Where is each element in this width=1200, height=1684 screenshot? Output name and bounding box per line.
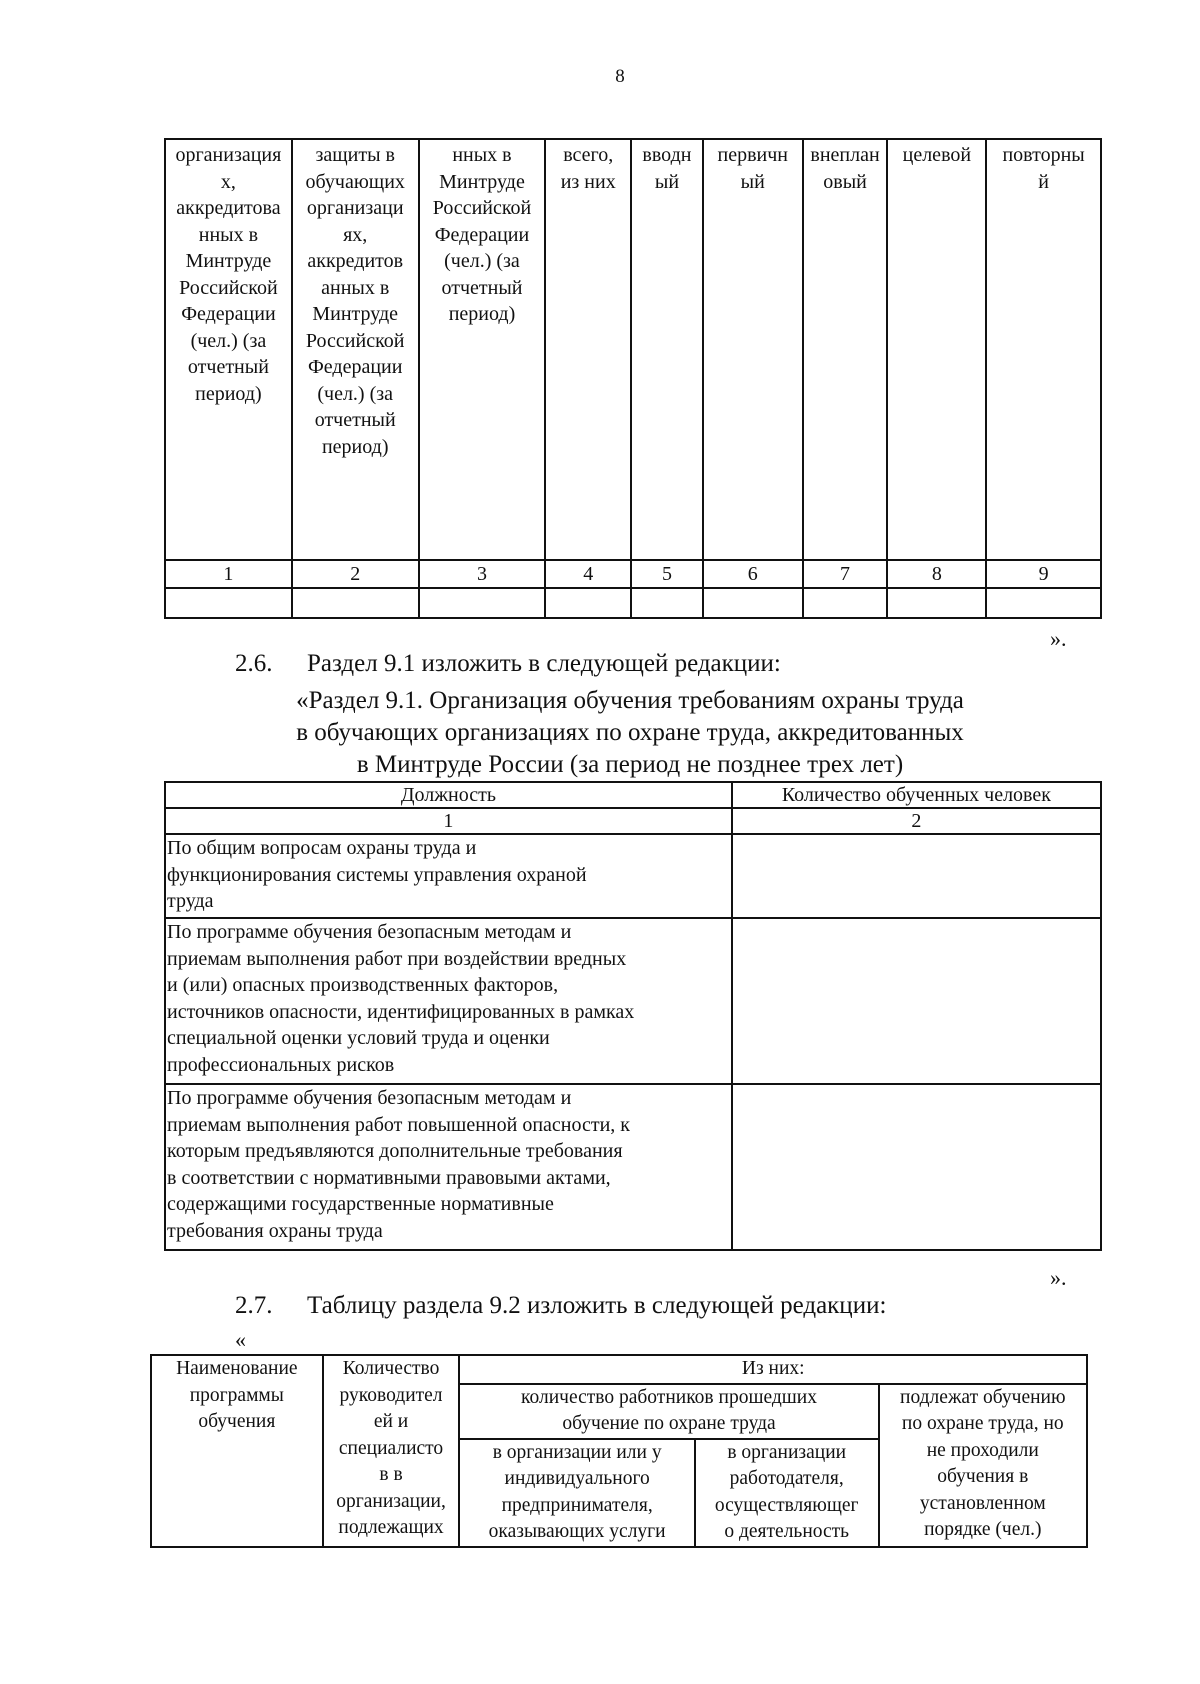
paragraph-number: 2.7.: [235, 1292, 273, 1319]
header-cell: повторны й: [986, 139, 1101, 560]
data-cell: [803, 588, 888, 618]
table-row: [165, 834, 1101, 918]
column-number: 1: [165, 808, 732, 834]
column-number: 5: [631, 560, 703, 588]
header-cell: Должность: [165, 782, 732, 808]
column-number: 6: [703, 560, 803, 588]
position-cell: По общим вопросам охраны труда и функционирования системы управления охраной труда: [165, 834, 732, 918]
header-cell: внеплан овый: [803, 139, 888, 560]
column-number-row: [165, 560, 1101, 588]
paragraph-2-7: [235, 1292, 886, 1320]
column-number: 1: [165, 560, 292, 588]
data-cell: [631, 588, 703, 618]
data-cell: [986, 588, 1101, 618]
section-heading: «Раздел 9.1. Организация обучения требованиям охраны труда в обучающих организациях по охране труда, аккредитованных в Минтруде России (за период не позднее трех лет): [296, 687, 964, 778]
header-cell: всего, из них: [545, 139, 631, 560]
training-programs-table: [150, 1354, 1088, 1548]
position-cell: По программе обучения безопасным методам и приемам выполнения работ повышенной опасности, к которым предъявляются дополнительные требования в соответствии с нормативными правовыми актами, содержащими государственные нормативные требования охраны труда: [165, 1084, 732, 1250]
header-cell: целевой: [887, 139, 986, 560]
count-cell: [732, 1084, 1101, 1250]
count-cell: [732, 918, 1101, 1084]
column-number: 2: [292, 560, 419, 588]
count-cell: [732, 834, 1101, 918]
employer-org-header: в организации работодателя, осуществляющег о деятельность: [695, 1439, 879, 1547]
data-cell: [292, 588, 419, 618]
trained-group-header: количество работников прошедших обучение по охране труда: [459, 1384, 878, 1439]
employee-count-header: Количество руководител ей и специалисто в в организации, подлежащих: [323, 1355, 460, 1547]
header-cell: Количество обученных человек: [732, 782, 1101, 808]
header-cell: первичн ый: [703, 139, 803, 560]
of-them-header: Из них:: [459, 1355, 1087, 1384]
table-row: [165, 1084, 1101, 1250]
paragraph-number: 2.6.: [235, 650, 273, 677]
data-cell: [887, 588, 986, 618]
training-stats-table: [164, 138, 1102, 619]
column-number-row: [165, 808, 1101, 834]
data-cell: [703, 588, 803, 618]
paragraph-2-6: [235, 650, 781, 678]
program-name-header: Наименование программы обучения: [151, 1355, 323, 1547]
table-header-row: [165, 139, 1101, 560]
table-row: [165, 918, 1101, 1084]
header-cell: нных в Минтруде Российской Федерации (чел.) (за отчетный период): [419, 139, 546, 560]
column-number: 7: [803, 560, 888, 588]
header-cell: защиты в обучающих организаци ях, аккредитов анных в Минтруде Российской Федерации (чел.) (за отчетный период): [292, 139, 419, 560]
page-number: 8: [615, 66, 625, 87]
not-trained-header: подлежат обучению по охране труда, но не проходили обучения в установленном порядке (чел.): [879, 1384, 1087, 1547]
closing-quote: ».: [1050, 626, 1067, 651]
data-cell: [545, 588, 631, 618]
empty-data-row: [165, 588, 1101, 618]
data-cell: [419, 588, 546, 618]
column-number: 3: [419, 560, 546, 588]
paragraph-text: Раздел 9.1 изложить в следующей редакции:: [307, 650, 781, 677]
column-number: 2: [732, 808, 1101, 834]
opening-quote: «: [235, 1327, 246, 1352]
paragraph-text: Таблицу раздела 9.2 изложить в следующей редакции:: [307, 1292, 887, 1319]
external-org-header: в организации или у индивидуального предпринимателя, оказывающих услуги: [459, 1439, 694, 1547]
positions-table: [164, 781, 1102, 1251]
table-header-row: [165, 782, 1101, 808]
table-header-row: [151, 1355, 1087, 1384]
header-cell: вводн ый: [631, 139, 703, 560]
header-cell: организация х, аккредитова нных в Минтруде Российской Федерации (чел.) (за отчетный период): [165, 139, 292, 560]
data-cell: [165, 588, 292, 618]
closing-quote: ».: [1050, 1265, 1067, 1290]
column-number: 8: [887, 560, 986, 588]
column-number: 9: [986, 560, 1101, 588]
position-cell: По программе обучения безопасным методам и приемам выполнения работ при воздействии вредных и (или) опасных производственных факторов, источников опасности, идентифицированных в рамках специальной оценки условий труда и оценки профессиональных рисков: [165, 918, 732, 1084]
column-number: 4: [545, 560, 631, 588]
